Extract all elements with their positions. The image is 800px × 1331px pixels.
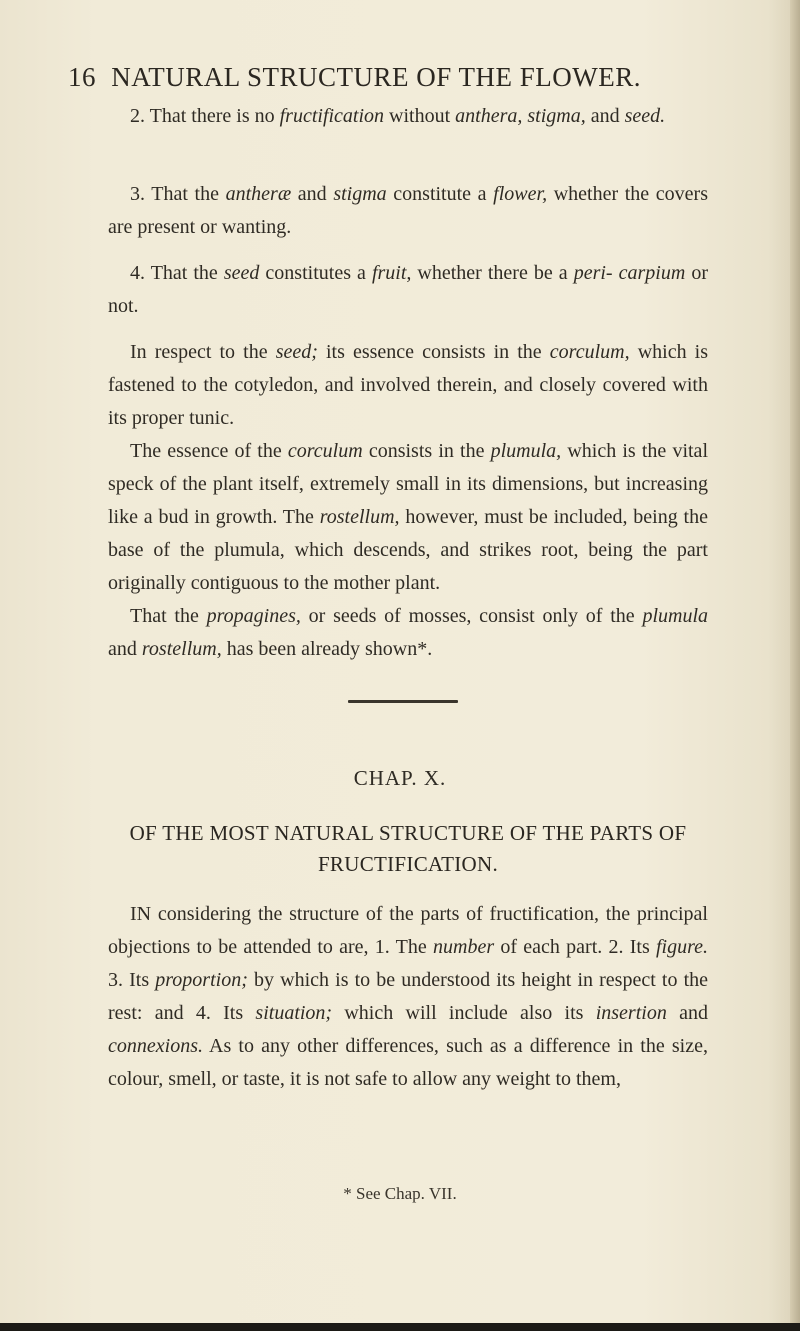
item-number: 2. (130, 105, 145, 127)
term-plumula: plumula (642, 605, 708, 627)
term-insertion: insertion (595, 1002, 667, 1024)
page-number: 16 (68, 62, 96, 92)
term-connexions: connexions. (108, 1035, 203, 1057)
paragraph-corculum-essence: The essence of the corculum consists in the plumula, which is the vital speck of the plant itself, extremely small in its dimensions, but increasing like a bud in growth. The rostellum, however, must be included, being the base of the plumula, which descends, and strikes root, being the part originally contiguous to the mother plant. (108, 440, 708, 594)
term-fruit: fruit, (371, 262, 412, 284)
term-antherae: antheræ (225, 183, 292, 205)
term-corculum: corculum (287, 440, 363, 462)
term-corculum: corculum, (549, 341, 630, 363)
paragraph-2: 2. That there is no fructification without anthera, stigma, and seed. (130, 105, 666, 127)
body-paragraphs (108, 336, 708, 666)
term-anthera: anthera, stigma, (455, 105, 586, 127)
term-rostellum: rostellum, (319, 506, 400, 528)
item-number: 4. (130, 262, 145, 284)
term-seed: seed. (624, 105, 666, 127)
term-stigma: stigma (333, 183, 387, 205)
paragraph-3: 3. That the antheræ and stigma constitute a flower, whether the covers are present or wanting. (108, 183, 708, 238)
term-seed: seed; (275, 341, 318, 363)
term-flower: flower, (493, 183, 548, 205)
term-pericarpium: peri- carpium (573, 262, 686, 284)
item-number: 3. (130, 183, 145, 205)
term-rostellum: rostellum, (141, 638, 222, 660)
term-situation: situation; (255, 1002, 333, 1024)
paragraph-propagines: That the propagines, or seeds of mosses, consist only of the plumula and rostellum, has been already shown*. (108, 605, 708, 660)
running-head (68, 62, 728, 93)
page-edge-right (790, 0, 800, 1331)
term-number: number (433, 936, 495, 958)
chapter-label: CHAP. X. (353, 766, 447, 790)
chapter-title: OF THE MOST NATURAL STRUCTURE OF THE PARTS OF FRUCTIFICATION. (129, 821, 687, 876)
running-title: NATURAL STRUCTURE OF THE FLOWER. (111, 62, 642, 92)
paragraph-seed-essence: In respect to the seed; its essence consists in the corculum, which is fastened to the cotyledon, and involved therein, and closely covered with its proper tunic. (108, 341, 709, 429)
term-figure: figure. (655, 936, 709, 958)
term-fructification: fructification (279, 105, 385, 127)
term-plumula: plumula, (490, 440, 562, 462)
paragraph-fructification-parts: IN considering the structure of the parts of fructification, the principal objections to be attended to are, 1. The number of each part. 2. Its figure. 3. Its proportion; by which is to be understood its height in respect to the rest: and 4. Its situation; which will include also its insertion and connexions. As to any other differences, such as a difference in the size, colour, smell, or taste, it is not safe to allow any weight to them, (108, 903, 709, 1090)
term-propagines: propagines, (206, 605, 301, 627)
page-edge-bottom (0, 1323, 800, 1331)
section-divider-rule (348, 700, 458, 703)
term-seed: seed (223, 262, 260, 284)
term-proportion: proportion; (155, 969, 248, 991)
paragraph-4: 4. That the seed constitutes a fruit, whether there be a peri- carpium or not. (108, 262, 708, 317)
footnote: * See Chap. VII. (343, 1184, 457, 1203)
